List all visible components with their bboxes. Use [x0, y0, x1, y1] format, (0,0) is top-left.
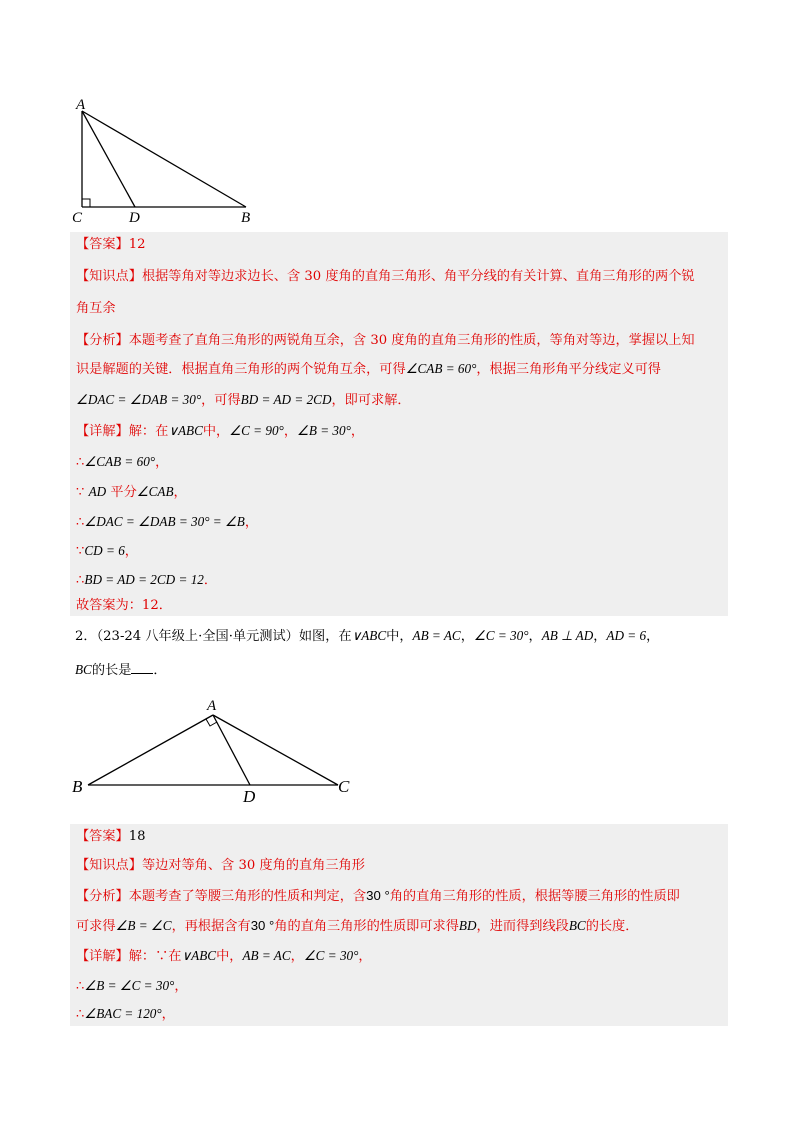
- step-line-3: ∴∠DAC = ∠DAB = 30° = ∠B，: [76, 514, 259, 530]
- step-line-4: ∵CD = 6，: [76, 543, 138, 559]
- analysis-line-3: ∠DAC = ∠DAB = 30°，可得BD = AD = 2CD，即可求解．: [76, 392, 411, 408]
- label-a: A: [76, 97, 86, 113]
- right-angle-mark: [82, 199, 90, 207]
- analysis-line-2: 可求得∠B = ∠C，再根据含有30 °角的直角三角形的性质即可求得BD，进而得到线段BC的长度．: [76, 918, 639, 934]
- question-2-line-2: BC的长是 ．: [75, 662, 167, 678]
- detail-line-1: 【详解】解：在∨ABC中，∠C = 90°，∠B = 30°，: [76, 423, 365, 439]
- solution-block-2: [70, 824, 728, 1026]
- label-c: C: [72, 210, 83, 226]
- label-b: B: [241, 210, 251, 226]
- answer-line: 【答案】12: [76, 237, 146, 252]
- analysis-line-2: 识是解题的关键．根据直角三角形的两个锐角互余，可得∠CAB = 60°，根据三角形角平分线定义可得: [76, 361, 661, 377]
- label-b: B: [72, 777, 83, 796]
- knowledge-line-1: 【知识点】等边对等角、含 30 度角的直角三角形: [76, 858, 365, 873]
- segment-ab: [88, 715, 213, 785]
- label-d: D: [129, 210, 140, 226]
- answer-line: 【答案】18: [76, 829, 146, 844]
- figure-right-triangle-abc: [68, 96, 268, 226]
- detail-line-1: 【详解】解：∵在∨ABC中，AB = AC，∠C = 30°，: [76, 948, 372, 964]
- step-line-2: ∴∠BAC = 120°，: [76, 1006, 175, 1022]
- question-2-line-1: 2．（23-24 八年级上·全国·单元测试）如图，在∨ABC中，AB = AC，∠C = 30°，AB ⊥ AD，AD = 6，: [75, 628, 660, 644]
- final-answer-line: 故答案为：12．: [76, 598, 172, 613]
- label-d: D: [243, 787, 256, 806]
- step-line-5: ∴BD = AD = 2CD = 12．: [76, 572, 218, 588]
- segment-ab: [82, 111, 246, 207]
- knowledge-line-1: 【知识点】根据等角对等边求边长、含 30 度角的直角三角形、角平分线的有关计算、直角三角形的两个锐: [76, 269, 695, 284]
- segment-ad: [82, 111, 135, 207]
- analysis-line-1: 【分析】本题考查了等腰三角形的性质和判定，含30 °角的直角三角形的性质，根据等腰三角形的性质即: [76, 888, 680, 904]
- figure-isosceles-triangle-abc: [68, 694, 368, 806]
- knowledge-line-2: 角互余: [76, 301, 116, 316]
- solution-block-1: [70, 232, 728, 616]
- step-line-2: ∵ AD 平分∠CAB，: [76, 484, 187, 500]
- analysis-line-1: 【分析】本题考查了直角三角形的两锐角互余，含 30 度角的直角三角形的性质，等角对等边，掌握以上知: [76, 333, 695, 348]
- step-line-1: ∴∠B = ∠C = 30°，: [76, 978, 188, 994]
- label-c: C: [338, 777, 350, 796]
- label-a: A: [207, 698, 217, 714]
- answer-blank: [131, 661, 153, 674]
- step-line-1: ∴∠CAB = 60°，: [76, 454, 169, 470]
